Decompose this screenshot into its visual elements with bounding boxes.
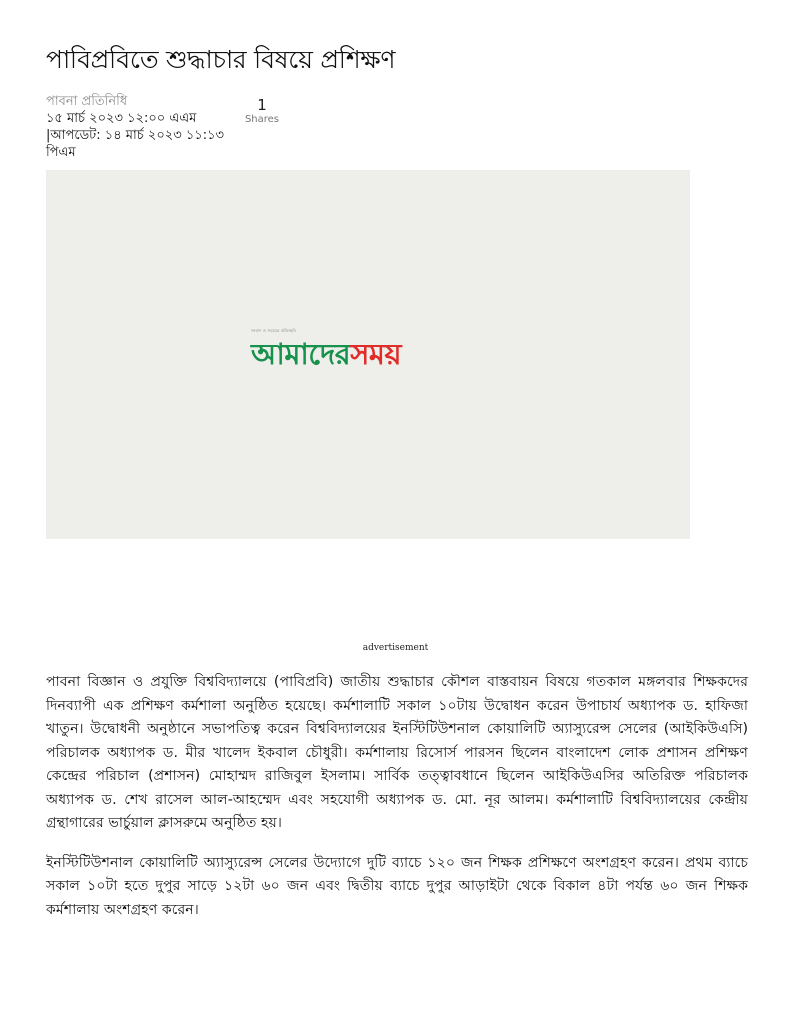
feature-image	[46, 170, 690, 539]
share-count: 1	[257, 96, 267, 114]
article-body	[46, 671, 748, 938]
brand-logo-part-2: সময়	[350, 337, 402, 371]
brand-logo-part-1: আমাদের	[251, 337, 351, 371]
share-label: Shares	[244, 114, 280, 125]
share-counter	[240, 96, 284, 126]
published-date: ১৫ মার্চ ২০২৩ ১২:০০ এএম	[46, 111, 197, 126]
updated-date: |আপডেট: ১৪ মার্চ ২০২৩ ১১:১৩ পিএম	[46, 128, 224, 160]
brand-tagline: সংবাদ ও সময়ের প্রতিচ্ছবি	[251, 328, 296, 333]
author-link[interactable]: পাবনা প্রতিনিধি	[46, 94, 128, 109]
brand-logo	[251, 334, 401, 374]
article-meta	[46, 93, 236, 161]
article-paragraph: ইনস্টিটিউশনাল কোয়ালিটি অ্যাস্যুরেন্স সেলের উদ্যোগে দুটি ব্যাচে ১২০ জন শিক্ষক প্রশিক্ষণে অংশগ্রহণ করেন। প্রথম ব্যাচে সকাল ১০টা হতে দুপুর সাড়ে ১২টা ৬০ জন এবং দ্বিতীয় ব্যাচে দুপুর আড়াইটা থেকে বিকাল ৪টা পর্যন্ত ৬০ জন শিক্ষক কর্মশালায় অংশগ্রহণ করেন।	[46, 854, 748, 918]
article-paragraph: পাবনা বিজ্ঞান ও প্রযুক্তি বিশ্ববিদ্যালয়ে (পাবিপ্রবি) জাতীয় শুদ্ধাচার কৌশল বাস্তবায়ন বিষয়ে গতকাল মঙ্গলবার শিক্ষকদের দিনব্যাপী এক প্রশিক্ষণ কর্মশালা অনুষ্ঠিত হয়েছে। কর্মশালাটি সকাল ১০টায় উদ্বোধন করেন উপাচার্য অধ্যাপক ড. হাফিজা খাতুন। উদ্বোধনী অনুষ্ঠানে সভাপতিত্ব করেন বিশ্ববিদ্যালয়ের ইনস্টিটিউশনাল কোয়ালিটি অ্যাস্যুরেন্স সেলের (আইকিউএসি) পরিচালক অধ্যাপক ড. মীর খালেদ ইকবাল চৌধুরী। কর্মশালায় রিসোর্স পারসন ছিলেন বাংলাদেশ লোক প্রশাসন প্রশিক্ষণ কেন্দ্রের পরিচাল (প্রশাসন) মোহাম্মদ রাজিবুল ইসলাম। সার্বিক তত্ত্বাবধানে ছিলেন আইকিউএসির অতিরিক্ত পরিচালক অধ্যাপক ড. শেখ রাসেল আল-আহম্মেদ এবং সহযোগী অধ্যাপক ড. মো. নূর আলম। কর্মশালাটি বিশ্ববিদ্যালয়ের কেন্দ্রীয় গ্রন্থাগারের ভার্চুয়াল ক্লাসরুমে অনুষ্ঠিত হয়।	[46, 674, 748, 831]
article-headline: পাবিপ্রবিতে শুদ্ধাচার বিষয়ে প্রশিক্ষণ	[46, 45, 396, 74]
advertisement-label: advertisement	[362, 643, 429, 653]
